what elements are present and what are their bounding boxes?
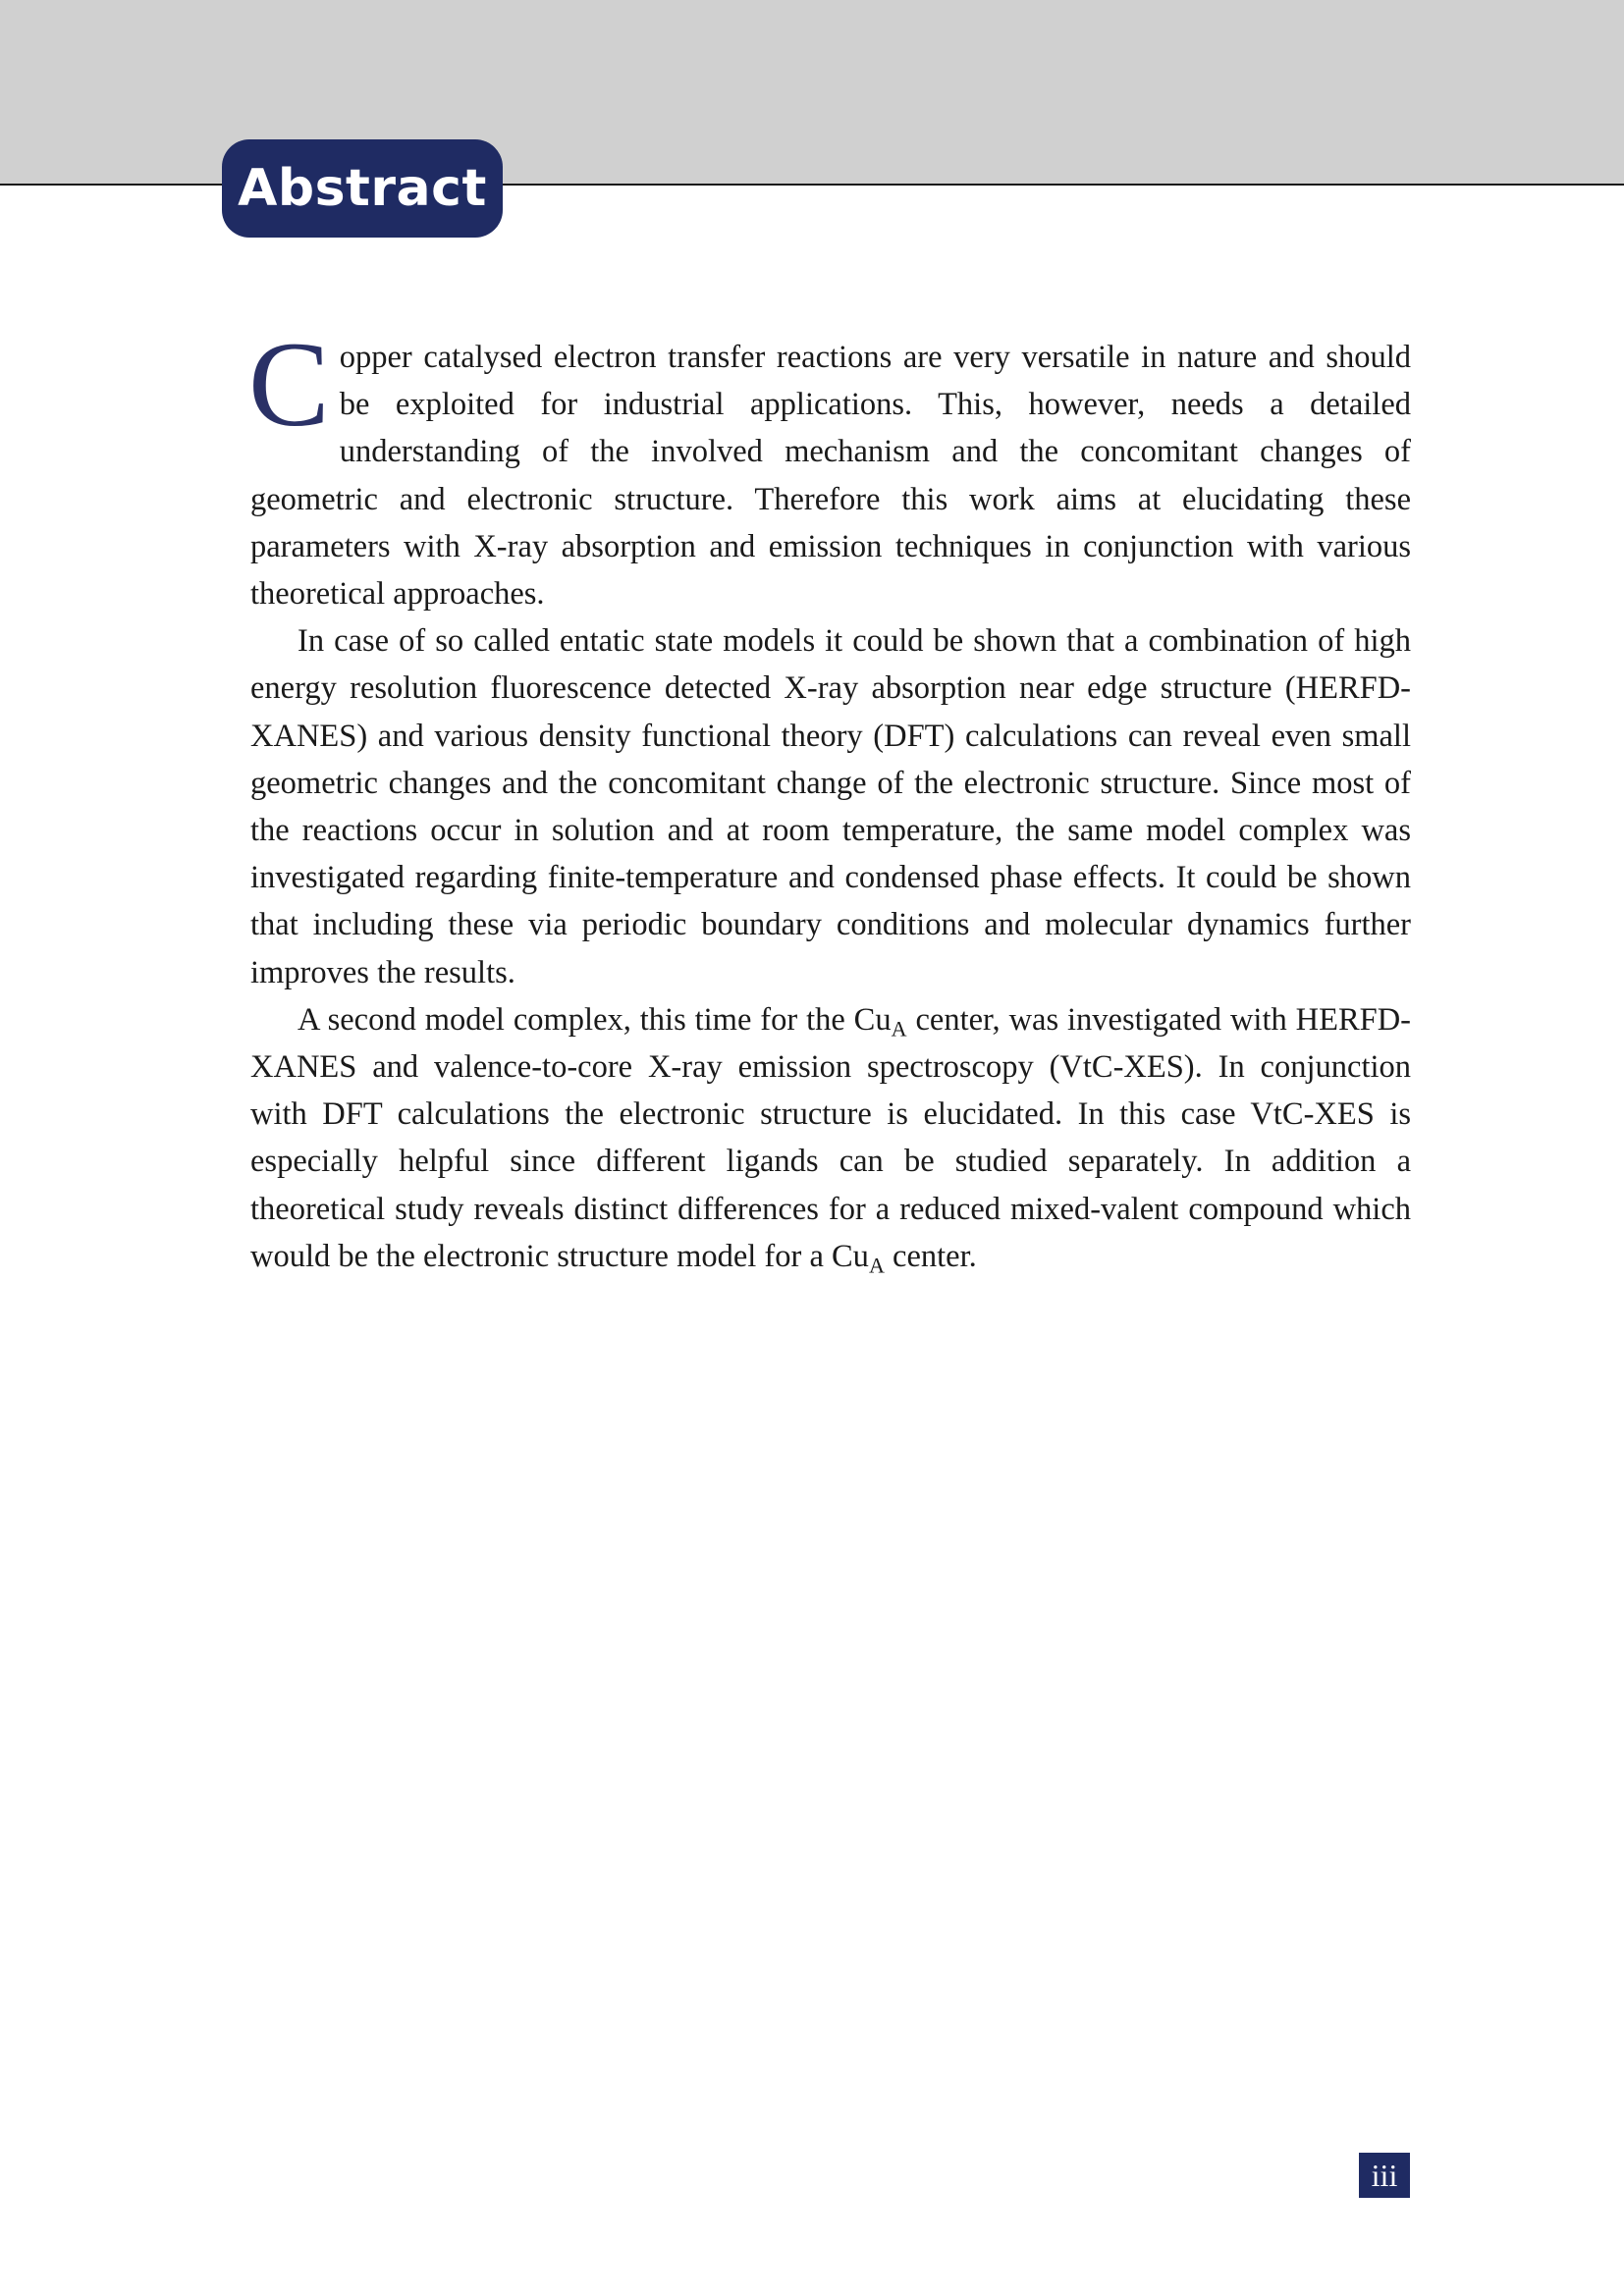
subscript-a: A [868,1253,885,1278]
abstract-paragraph-1 [248,317,1411,617]
chapter-title: Abstract [238,159,487,218]
abstract-paragraph-3 [250,996,1411,1280]
paragraph-3-text-c: center. [884,1238,977,1274]
page-number-box [1359,2153,1410,2198]
drop-cap: C [248,317,330,452]
subscript-a: A [891,1016,907,1041]
abstract-paragraph-2: In case of so called entatic state models it could be shown that a combination of high energy resolution fluorescence detected X-ray absorption near edge structure (HERFD-XANES) and various density functional theory (DFT) calculations can reveal even small geometric changes and the concomitant change of the electronic structure. Since most of the reactions occur in solution and at room temperature, the same model complex was investigated regarding finite-temperature and condensed phase effects. It could be shown that including these via periodic boundary conditions and molecular dynamics further improves the results. [250,623,1411,990]
paragraph-3-text-a: A second model complex, this time for the Cu [298,1001,892,1038]
paragraph-1-text: opper catalysed electron transfer reactions are very versatile in nature and should be exploited for industrial applications. This, however, needs a detailed understanding of the involved mechanism and the concomitant changes of geometric and electronic structure. Therefore this work aims at elucidating these parameters with X-ray absorption and emission techniques in conjunction with various theoretical approaches. [250,340,1411,613]
abstract-body [248,317,1411,1280]
page-number: iii [1371,2158,1398,2193]
chapter-title-tab [222,139,503,238]
paragraph-3-text-b: center, was investigated with HERFD-XANES and valence-to-core X-ray emission spectroscopy (VtC-XES). In conjunction with DFT calculations the electronic structure is elucidated. In this case VtC-XES is especially helpful since different ligands can be studied separately. In addition a theoretical study reveals distinct differences for a reduced mixed-valent compound which would be the electronic structure model for a Cu [250,1001,1411,1274]
